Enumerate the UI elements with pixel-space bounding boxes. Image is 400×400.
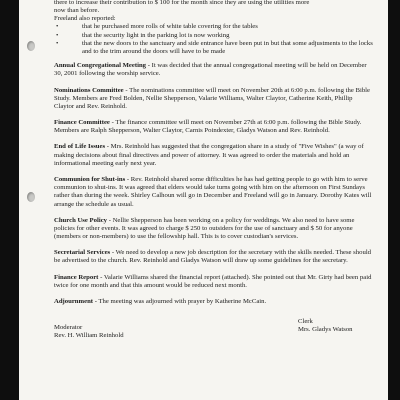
section-end-of-life — [54, 143, 374, 167]
list-item: • that he purchased more rolls of white table covering for the tables — [54, 23, 374, 31]
section-finance-committee — [54, 119, 374, 135]
freeland-heading: Freeland also reported: — [54, 15, 116, 23]
section-body: - Mrs. Reinhold has suggested that the congregation share in a study of "Five Wishes" (a way of making decisions about final directives and power of attorney. It was agreed to order the materials and hold an informational meeting early next year. — [54, 143, 364, 167]
list-item: • that the security light in the parking lot is now working — [54, 32, 374, 40]
clerk-label: Clerk — [298, 318, 313, 326]
clerk-name: Mrs. Gladys Watson — [298, 326, 353, 334]
document-page — [19, 0, 388, 400]
section-nominations — [54, 87, 374, 111]
section-body: - We need to develop a new job description for the secretary with the skills needed. These should be advertised to the church. Rev. Reinhold and Gladys Watson will draw up some guidelines for the secretary. — [54, 249, 372, 265]
list-item: • that the new doors to the sanctuary and side entrance have been put in but that some adjustments to the locks and to the trim around the doors will have to be made — [54, 40, 374, 56]
section-body: - The meeting was adjourned with prayer by Katherine McCain. — [93, 298, 267, 306]
section-communion — [54, 176, 374, 209]
clerk-signature — [298, 318, 353, 334]
section-heading: Nominations Committee — [54, 86, 124, 94]
section-church-use — [54, 217, 374, 241]
punch-hole — [27, 192, 35, 202]
section-body: - Nellie Shepperson has been working on a policy for weddings. We also need to have some policies for other events. It was agreed to charge $ 250 to outsiders for the use of sanctuary and $ 50 for anyone (members or non-members) to use the fellowship hall. This is to cover custodian's services. — [54, 216, 355, 241]
section-heading: Adjournment — [54, 298, 94, 306]
punch-hole — [27, 41, 35, 51]
section-body: - Rev. Reinhold shared some difficulties he has had getting people to go with him to serve communion to shut-ins. It was agreed that elders would take turns going with him on the afternoon on First Sundays rather than during the week. Shirley Calhoun will go in December and Freeland will go in January. Dorothy Kates will arrange the schedule as usual. — [54, 176, 372, 208]
section-heading: Finance Committee — [54, 119, 110, 127]
section-heading: Finance Report — [54, 273, 99, 281]
minutes-text — [54, 0, 374, 354]
intro-line: now than before. — [54, 7, 100, 15]
section-body: - The nominations committee will meet on November 20th at 6:00 p.m. following the Bible Study. Members are Fred Bolden, Nellie Shepperson, Valarie Williams, Walter Claytor, Catherine Keith, Phillip Claytor and Rev. Reinhold. — [54, 86, 370, 110]
moderator-signature — [54, 324, 124, 340]
intro-paragraph — [54, 0, 374, 15]
section-heading: End of Life Issues — [54, 143, 106, 151]
moderator-label: Moderator — [54, 324, 83, 332]
section-heading: Annual Congregational Meeting — [54, 62, 147, 70]
section-body: - The finance committee will meet on November 27th at 6:00 p.m. following the Bible Study. Members are Ralph Shepperson, Walter Claytor, Carnis Poindexter, Gladys Watson and Rev. Reinhold. — [54, 119, 362, 135]
section-heading: Church Use Policy — [54, 216, 108, 224]
section-body: - It was decided that the annual congregational meeting will be held on December 30, 2001 following the worship service. — [54, 62, 367, 78]
freeland-list — [54, 23, 374, 56]
section-heading: Communion for Shut-ins — [54, 176, 126, 184]
signature-block — [54, 318, 374, 354]
section-secretarial — [54, 249, 374, 265]
section-body: - Valarie Williams shared the financial report (attached). She pointed out that Mr. Girty had been paid twice for one month and that this amount would be reduced next month. — [54, 273, 372, 289]
intro-line: there to increase their contribution to $ 100 for the month since they are using the utilities more — [54, 0, 310, 6]
moderator-name: Rev. H. William Reinhold — [54, 332, 124, 340]
section-finance-report — [54, 274, 374, 290]
section-annual-meeting — [54, 62, 374, 78]
section-heading: Secretarial Services — [54, 249, 111, 257]
section-adjournment — [54, 298, 374, 306]
